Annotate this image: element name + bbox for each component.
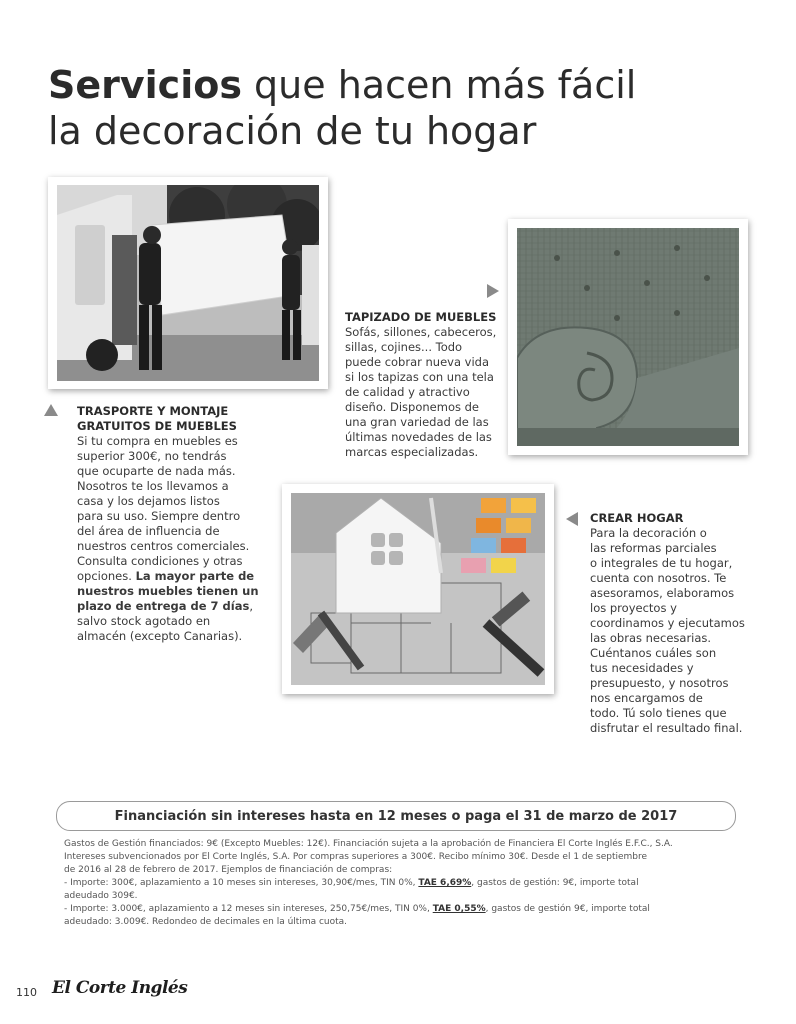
ex2-pre: - Importe: 3.000€, aplazamiento a 12 meses sin intereses, 250,75€/mes, TIN 0%, bbox=[64, 904, 433, 914]
upholstery-heading: TAPIZADO DE MUEBLES bbox=[345, 310, 497, 324]
title-bold: Servicios bbox=[48, 63, 242, 107]
home-line: coordinamos y ejecutamos bbox=[590, 616, 745, 630]
transport-bold-2: nuestros muebles tienen un bbox=[77, 584, 259, 598]
legal-example-1 bbox=[64, 877, 744, 890]
home-line: todo. Tú solo tienes que bbox=[590, 706, 727, 720]
transport-line: superior 300€, no tendrás bbox=[77, 449, 227, 463]
legal-line: Intereses subvencionados por El Corte Inglés, S.A. Por compras superiores a 300€. Recibo mínimo 30€. Desde el 1 de septiembre bbox=[64, 852, 648, 862]
legal-line: Gastos de Gestión financiados: 9€ (Excepto Muebles: 12€). Financiación sujeta a la aprobación de Financiera El Corte Inglés E.F.C., S.A. bbox=[64, 839, 673, 849]
service-transport bbox=[77, 404, 277, 644]
photo-planning bbox=[282, 484, 554, 694]
photo-delivery bbox=[48, 177, 328, 389]
ex2-post: , gastos de gestión 9€, importe total bbox=[485, 904, 650, 914]
upholstery-line: una gran variedad de las bbox=[345, 415, 489, 429]
ex1-pre: - Importe: 300€, aplazamiento a 10 meses sin intereses, 30,90€/mes, TIN 0%, bbox=[64, 878, 419, 888]
upholstery-line: Sofás, sillones, cabeceros, bbox=[345, 325, 497, 339]
upholstery-line: diseño. Disponemos de bbox=[345, 400, 479, 414]
legal-line: adeudado: 3.009€. Redondeo de decimales en la última cuota. bbox=[64, 917, 348, 927]
transport-bold-1: La mayor parte de bbox=[135, 569, 255, 583]
home-line: Cuéntanos cuáles son bbox=[590, 646, 717, 660]
triangle-left-marker bbox=[566, 512, 578, 526]
transport-heading-2: GRATUITOS DE MUEBLES bbox=[77, 419, 237, 433]
transport-pre-bold: opciones. bbox=[77, 569, 136, 583]
triangle-up-marker bbox=[44, 404, 58, 416]
upholstery-line: sillas, cojines... Todo bbox=[345, 340, 463, 354]
legal-line: de 2016 al 28 de febrero de 2017. Ejemplos de financiación de compras: bbox=[64, 865, 393, 875]
home-line: disfrutar el resultado final. bbox=[590, 721, 743, 735]
financing-banner: Financiación sin intereses hasta en 12 meses o paga el 31 de marzo de 2017 bbox=[56, 801, 736, 831]
ex1-post: , gastos de gestión: 9€, importe total bbox=[471, 878, 639, 888]
home-line: los proyectos y bbox=[590, 601, 677, 615]
triangle-right-marker bbox=[487, 284, 499, 298]
transport-line: nuestros centros comerciales. bbox=[77, 539, 250, 553]
transport-line: para su uso. Siempre dentro bbox=[77, 509, 241, 523]
brand-logo: El Corte Inglés bbox=[52, 978, 188, 998]
transport-line: Consulta condiciones y otras bbox=[77, 554, 243, 568]
home-line: las obras necesarias. bbox=[590, 631, 712, 645]
photo-armchair bbox=[508, 219, 748, 455]
transport-line bbox=[77, 584, 277, 599]
home-line: tus necesidades y bbox=[590, 661, 694, 675]
transport-line bbox=[77, 599, 277, 614]
home-line: cuenta con nosotros. Te bbox=[590, 571, 727, 585]
upholstery-line: puede cobrar nueva vida bbox=[345, 355, 490, 369]
page-number: 110 bbox=[16, 986, 37, 999]
transport-line: Nosotros te los llevamos a bbox=[77, 479, 229, 493]
delivery-image bbox=[57, 185, 319, 381]
upholstery-line: si los tapizas con una tela bbox=[345, 370, 494, 384]
legal-text bbox=[64, 838, 744, 929]
transport-after-bold: , bbox=[249, 599, 253, 613]
home-heading: CREAR HOGAR bbox=[590, 511, 684, 525]
home-line: presupuesto, y nosotros bbox=[590, 676, 729, 690]
page-title bbox=[48, 62, 636, 154]
transport-line: casa y los dejamos listos bbox=[77, 494, 220, 508]
transport-line: del área de influencia de bbox=[77, 524, 220, 538]
transport-line: que ocuparte de nada más. bbox=[77, 464, 236, 478]
transport-line: almacén (excepto Canarias). bbox=[77, 629, 243, 643]
home-line: Para la decoración o bbox=[590, 526, 707, 540]
transport-bold-3: plazo de entrega de 7 días bbox=[77, 599, 250, 613]
title-line1-rest: que hacen más fácil bbox=[241, 63, 637, 107]
transport-line: salvo stock agotado en bbox=[77, 614, 211, 628]
legal-example-2 bbox=[64, 903, 744, 916]
ex2-tae: TAE 0,55% bbox=[432, 904, 486, 914]
upholstery-line: de calidad y atractivo bbox=[345, 385, 470, 399]
transport-line bbox=[77, 569, 277, 584]
service-upholstery bbox=[345, 310, 505, 460]
transport-heading-1: TRASPORTE Y MONTAJE bbox=[77, 404, 229, 418]
armchair-image bbox=[517, 228, 739, 446]
legal-line: adeudado 309€. bbox=[64, 891, 138, 901]
upholstery-line: últimas novedades de las bbox=[345, 430, 492, 444]
home-line: nos encargamos de bbox=[590, 691, 703, 705]
home-line: asesoramos, elaboramos bbox=[590, 586, 735, 600]
home-line: las reformas parciales bbox=[590, 541, 717, 555]
service-home bbox=[590, 511, 770, 736]
ex1-tae: TAE 6,69% bbox=[418, 878, 472, 888]
upholstery-line: marcas especializadas. bbox=[345, 445, 479, 459]
title-line2: la decoración de tu hogar bbox=[48, 109, 537, 153]
planning-image bbox=[291, 493, 545, 685]
home-line: o integrales de tu hogar, bbox=[590, 556, 733, 570]
transport-line: Si tu compra en muebles es bbox=[77, 434, 238, 448]
